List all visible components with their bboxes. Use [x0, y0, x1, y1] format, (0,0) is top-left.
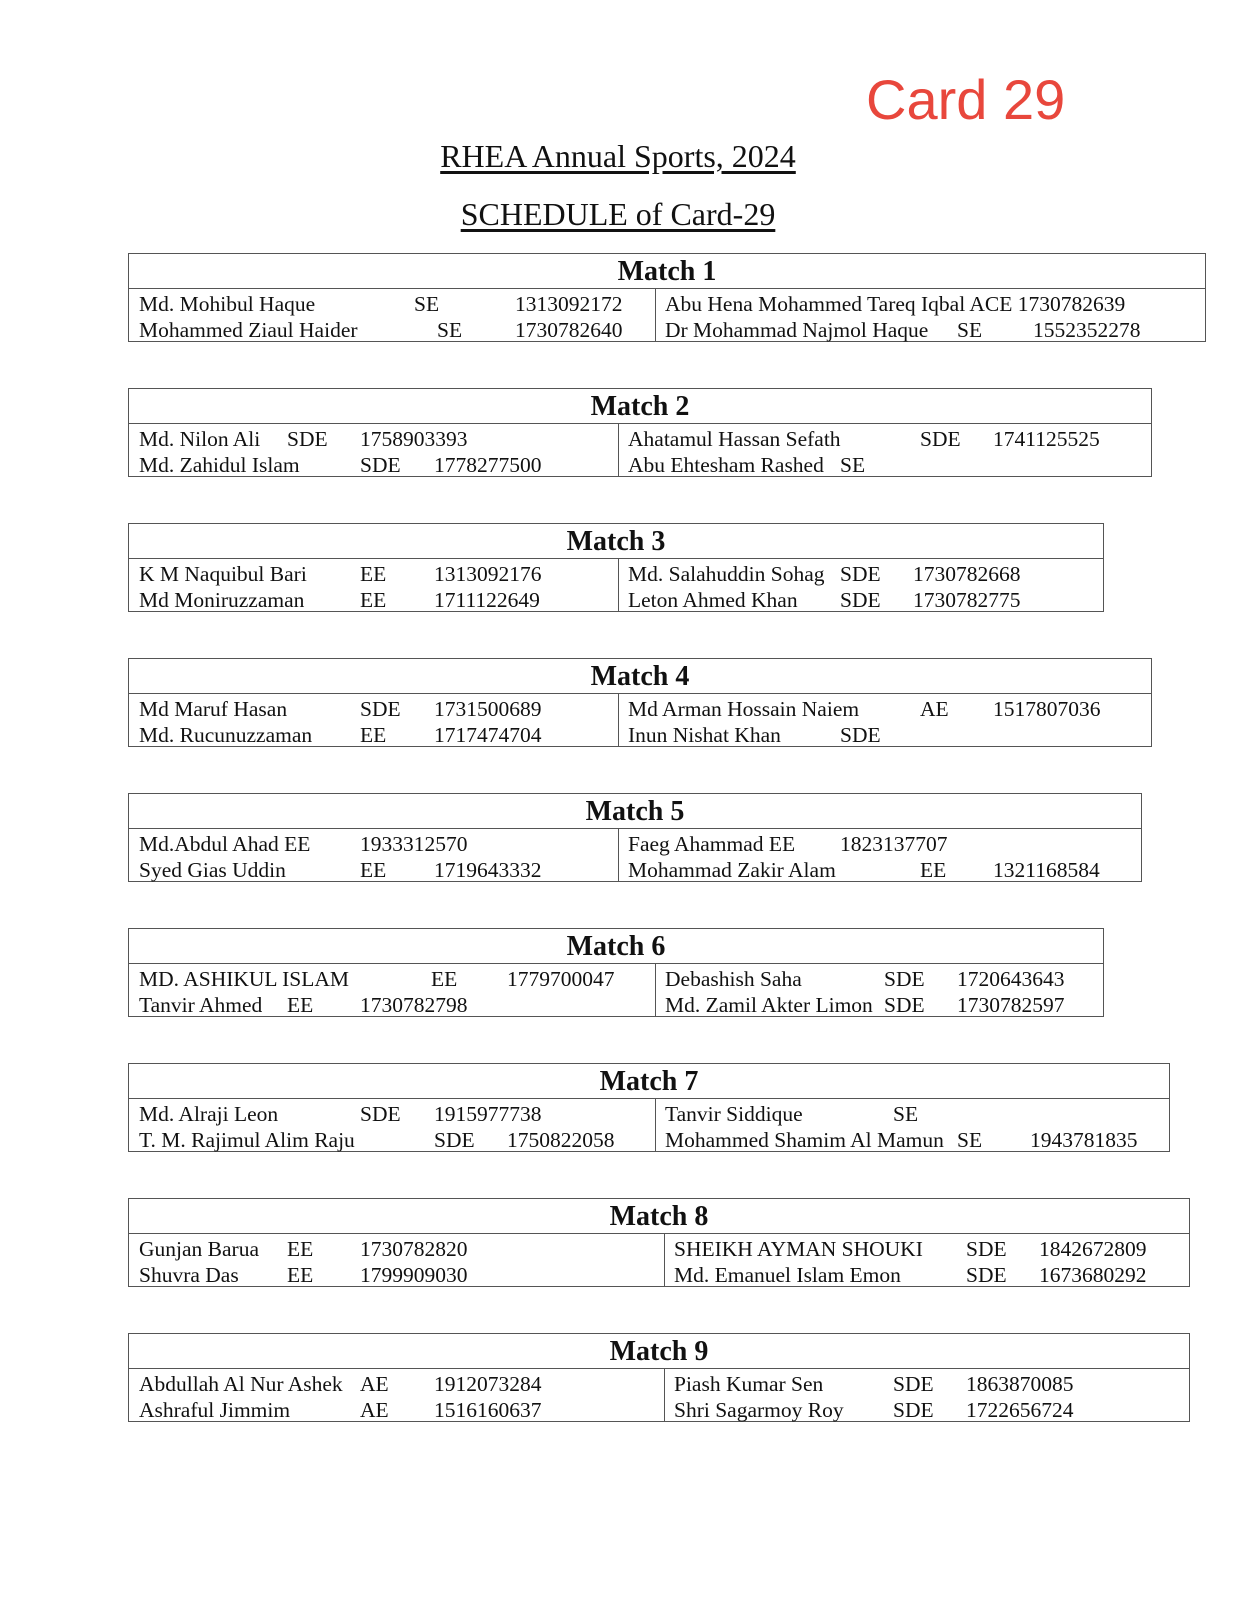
player-phone: 1915977738: [434, 1102, 542, 1126]
player-name: Ashraful Jimmim: [139, 1398, 291, 1422]
player-phone: 1711122649: [434, 588, 540, 612]
player-designation: EE: [287, 1237, 314, 1261]
player-phone: 1313092172: [515, 292, 623, 316]
player-phone: 1799909030: [360, 1263, 468, 1287]
team-divider: [618, 559, 619, 611]
player-name: Faeg Ahammad EE: [628, 832, 796, 856]
player-designation: SDE: [966, 1263, 1007, 1287]
match-block: [128, 658, 1152, 747]
player-phone: 1778277500: [434, 453, 542, 477]
team-divider: [655, 289, 656, 341]
player-name: Md Maruf Hasan: [139, 697, 288, 721]
player-phone: 1517807036: [993, 697, 1101, 721]
player-designation: EE: [920, 858, 947, 882]
player-name: Md.Abdul Ahad EE: [139, 832, 311, 856]
player-name: K M Naquibul Bari: [139, 562, 307, 586]
player-designation: EE: [287, 993, 314, 1017]
player-phone: 1842672809: [1039, 1237, 1147, 1261]
player-name: Abu Ehtesham Rashed: [628, 453, 824, 477]
player-phone: 1731500689: [434, 697, 542, 721]
match-title: Match 7: [129, 1064, 1169, 1099]
player-phone: 1912073284: [434, 1372, 542, 1396]
player-phone: 1779700047: [507, 967, 615, 991]
match-title: Match 8: [129, 1199, 1189, 1234]
player-phone: 1730782640: [515, 318, 623, 342]
player-entry: Abu Hena Mohammed Tareq Iqbal ACE 1730782639: [665, 292, 1126, 316]
player-designation: SDE: [920, 427, 961, 451]
player-phone: 1730782668: [913, 562, 1021, 586]
player-phone: 1720643643: [957, 967, 1065, 991]
player-name: Md. Zamil Akter Limon: [665, 993, 873, 1017]
player-phone: 1730782597: [957, 993, 1065, 1017]
player-name: Inun Nishat Khan: [628, 723, 781, 747]
player-designation: SDE: [434, 1128, 475, 1152]
player-designation: SDE: [360, 453, 401, 477]
player-phone: 1321168584: [993, 858, 1100, 882]
match-block: [128, 523, 1104, 612]
page-title: RHEA Annual Sports, 2024: [440, 138, 796, 174]
player-name: Dr Mohammad Najmol Haque: [665, 318, 929, 342]
player-phone: 1943781835: [1030, 1128, 1138, 1152]
player-name: Shri Sagarmoy Roy: [674, 1398, 844, 1422]
player-designation: EE: [360, 858, 387, 882]
player-name: Md. Alraji Leon: [139, 1102, 279, 1126]
player-designation: EE: [360, 562, 387, 586]
player-name: Md. Mohibul Haque: [139, 292, 316, 316]
match-block: [128, 793, 1142, 882]
player-designation: SDE: [840, 588, 881, 612]
player-designation: SDE: [893, 1398, 934, 1422]
player-name: Ahatamul Hassan Sefath: [628, 427, 841, 451]
player-designation: SDE: [840, 723, 881, 747]
player-designation: SDE: [966, 1237, 1007, 1261]
match-block: [128, 253, 1206, 342]
player-name: Md. Rucunuzzaman: [139, 723, 313, 747]
player-designation: SDE: [893, 1372, 934, 1396]
player-designation: SDE: [884, 993, 925, 1017]
player-designation: SDE: [840, 562, 881, 586]
player-name: Md. Emanuel Islam Emon: [674, 1263, 901, 1287]
match-block: [128, 1198, 1190, 1287]
match-block: [128, 1063, 1170, 1152]
player-name: Md. Salahuddin Sohag: [628, 562, 825, 586]
page-subtitle: SCHEDULE of Card-29: [460, 196, 776, 232]
player-phone: 1863870085: [966, 1372, 1074, 1396]
team-divider: [664, 1234, 665, 1286]
player-phone: 1823137707: [840, 832, 948, 856]
player-phone: 1730782798: [360, 993, 468, 1017]
team-divider: [655, 964, 656, 1016]
match-block: [128, 1333, 1190, 1422]
player-designation: SE: [414, 292, 440, 316]
match-title: Match 6: [129, 929, 1103, 964]
player-designation: SE: [840, 453, 866, 477]
player-name: Abdullah Al Nur Ashek: [139, 1372, 343, 1396]
player-phone: 1552352278: [1033, 318, 1141, 342]
player-name: Gunjan Barua: [139, 1237, 260, 1261]
match-title: Match 2: [129, 389, 1151, 424]
player-designation: AE: [360, 1398, 389, 1422]
player-phone: 1730782820: [360, 1237, 468, 1261]
player-name: SHEIKH AYMAN SHOUKI: [674, 1237, 923, 1261]
player-designation: EE: [287, 1263, 314, 1287]
team-divider: [655, 1099, 656, 1151]
player-phone: 1673680292: [1039, 1263, 1147, 1287]
match-block: [128, 388, 1152, 477]
player-name: Mohammad Zakir Alam: [628, 858, 836, 882]
player-name: Piash Kumar Sen: [674, 1372, 824, 1396]
match-title: Match 5: [129, 794, 1141, 829]
player-designation: EE: [360, 723, 387, 747]
player-phone: 1758903393: [360, 427, 468, 451]
player-designation: SDE: [884, 967, 925, 991]
player-phone: 1933312570: [360, 832, 468, 856]
player-designation: AE: [920, 697, 949, 721]
player-phone: 1719643332: [434, 858, 542, 882]
player-designation: SDE: [360, 697, 401, 721]
player-name: Md. Nilon Ali: [139, 427, 261, 451]
match-title: Match 9: [129, 1334, 1189, 1369]
player-name: MD. ASHIKUL ISLAM: [139, 967, 350, 991]
player-name: Tanvir Ahmed: [139, 993, 263, 1017]
player-designation: EE: [431, 967, 458, 991]
player-phone: 1717474704: [434, 723, 542, 747]
match-block: [128, 928, 1104, 1017]
player-name: T. M. Rajimul Alim Raju: [139, 1128, 355, 1152]
player-name: Mohammed Shamim Al Mamun: [665, 1128, 944, 1152]
player-phone: 1741125525: [993, 427, 1100, 451]
player-designation: SE: [957, 1128, 983, 1152]
team-divider: [664, 1369, 665, 1421]
player-designation: SE: [893, 1102, 919, 1126]
player-designation: SE: [437, 318, 463, 342]
card-label: Card 29: [866, 68, 1066, 131]
match-title: Match 4: [129, 659, 1151, 694]
player-name: Md Arman Hossain Naiem: [628, 697, 860, 721]
player-designation: SDE: [360, 1102, 401, 1126]
player-designation: SDE: [287, 427, 328, 451]
player-designation: EE: [360, 588, 387, 612]
team-divider: [618, 694, 619, 746]
player-name: Mohammed Ziaul Haider: [139, 318, 358, 342]
player-phone: 1722656724: [966, 1398, 1074, 1422]
player-name: Debashish Saha: [665, 967, 802, 991]
player-name: Shuvra Das: [139, 1263, 239, 1287]
player-name: Md. Zahidul Islam: [139, 453, 300, 477]
player-designation: AE: [360, 1372, 389, 1396]
team-divider: [618, 829, 619, 881]
match-title: Match 3: [129, 524, 1103, 559]
player-name: Md Moniruzzaman: [139, 588, 305, 612]
player-phone: 1313092176: [434, 562, 542, 586]
player-name: Tanvir Siddique: [665, 1102, 803, 1126]
player-name: Syed Gias Uddin: [139, 858, 286, 882]
player-phone: 1750822058: [507, 1128, 615, 1152]
match-title: Match 1: [129, 254, 1205, 289]
team-divider: [618, 424, 619, 476]
player-phone: 1516160637: [434, 1398, 542, 1422]
player-phone: 1730782775: [913, 588, 1021, 612]
player-designation: SE: [957, 318, 983, 342]
player-name: Leton Ahmed Khan: [628, 588, 798, 612]
